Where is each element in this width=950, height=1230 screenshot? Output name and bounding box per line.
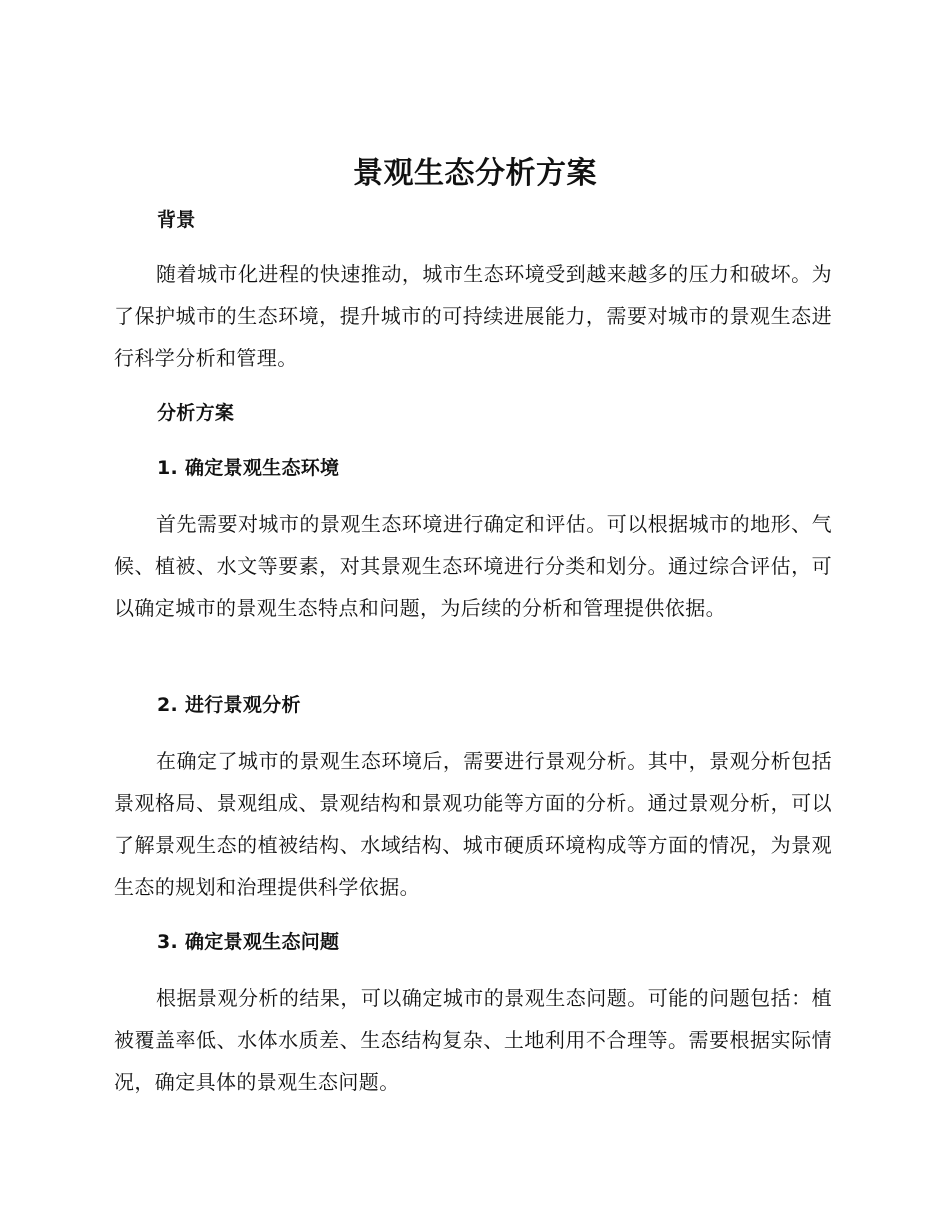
section-heading-step-1: 1. 确定景观生态环境 <box>157 457 340 479</box>
paragraph-step-1: 首先需要对城市的景观生态环境进行确定和评估。可以根据城市的地形、气候、植被、水文等要素，对其景观生态环境进行分类和划分。通过综合评估，可以确定城市的景观生态特点和问题，为后续的分析和管理提供依据。 <box>114 512 832 620</box>
section-heading-background: 背景 <box>157 209 196 231</box>
document-title: 景观生态分析方案 <box>353 156 597 191</box>
section-heading-analysis-plan: 分析方案 <box>157 402 235 424</box>
section-heading-step-2: 2. 进行景观分析 <box>157 694 301 716</box>
paragraph-step-3: 根据景观分析的结果，可以确定城市的景观生态问题。可能的问题包括：植被覆盖率低、水体水质差、生态结构复杂、土地利用不合理等。需要根据实际情况，确定具体的景观生态问题。 <box>114 986 832 1094</box>
paragraph-step-2: 在确定了城市的景观生态环境后，需要进行景观分析。其中，景观分析包括景观格局、景观组成、景观结构和景观功能等方面的分析。通过景观分析，可以了解景观生态的植被结构、水域结构、城市硬质环境构成等方面的情况，为景观生态的规划和治理提供科学依据。 <box>114 749 832 899</box>
section-heading-step-3: 3. 确定景观生态问题 <box>157 931 340 953</box>
paragraph-background: 随着城市化进程的快速推动，城市生态环境受到越来越多的压力和破坏。为了保护城市的生态环境，提升城市的可持续进展能力，需要对城市的景观生态进行科学分析和管理。 <box>114 262 832 370</box>
